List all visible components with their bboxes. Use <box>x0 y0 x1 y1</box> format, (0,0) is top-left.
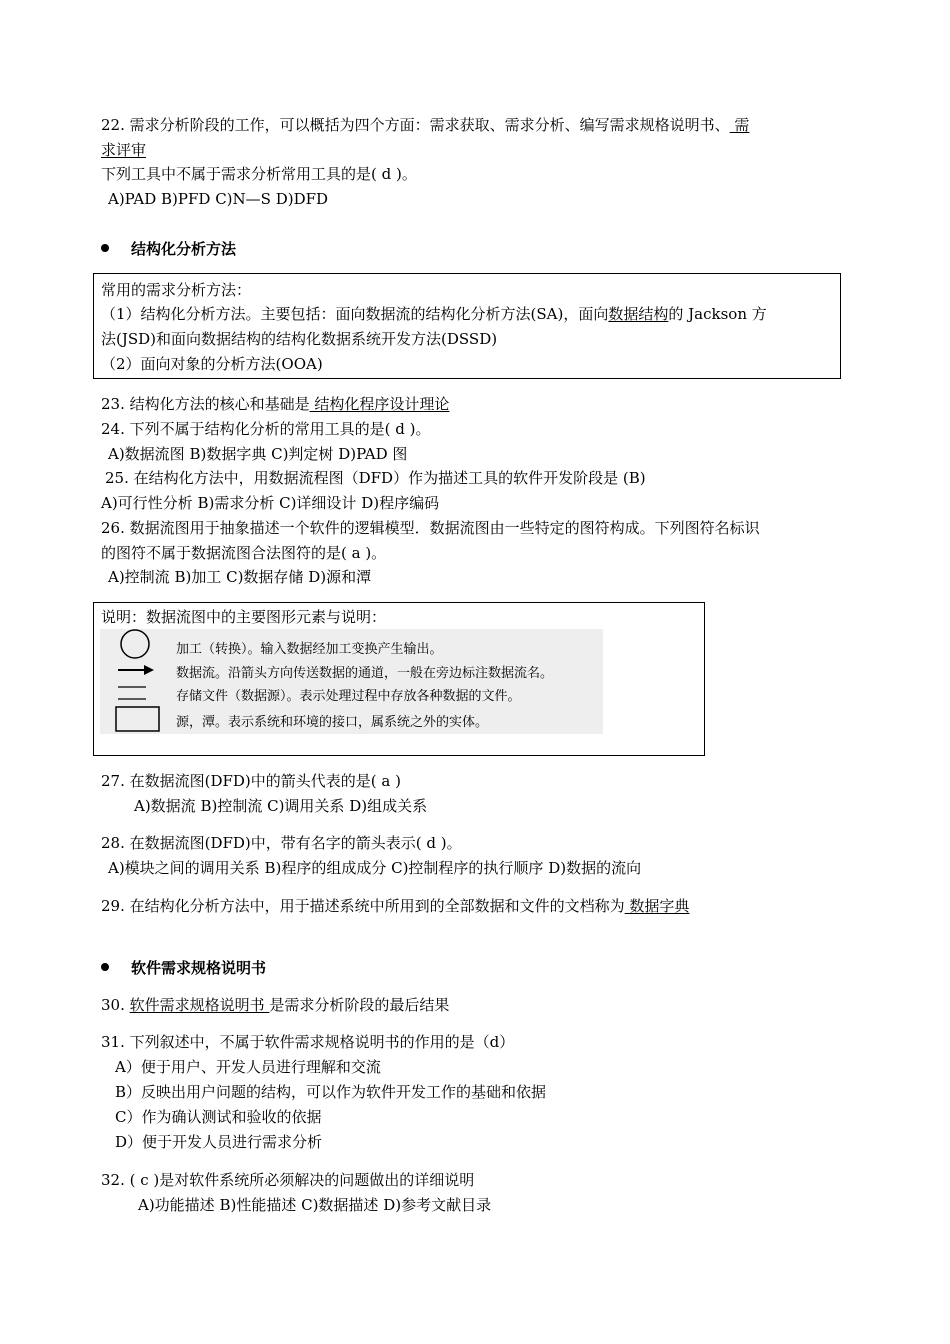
section-heading-srs <box>101 957 266 979</box>
dfd-legend-title: 说明：数据流图中的主要图形元素与说明： <box>101 608 387 626</box>
q28-options: A)模块之间的调用关系 B)程序的组成成分 C)控制程序的执行顺序 D)数据的流向 <box>108 859 642 877</box>
methods-text: （1）结构化分析方法。主要包括：面向数据流的结构化分析方法(SA)，面向 <box>101 305 609 323</box>
q25-options: A)可行性分析 B)需求分析 C)详细设计 D)程序编码 <box>101 494 440 512</box>
rectangle-icon <box>116 707 159 731</box>
q26-line1: 26. 数据流图用于抽象描述一个软件的逻辑模型．数据流图由一些特定的图符构成。下列图符名标识 <box>101 519 760 537</box>
q24-options: A)数据流图 B)数据字典 C)判定树 D)PAD 图 <box>108 445 408 463</box>
q22-options: A)PAD B)PFD C)N—S D)DFD <box>108 190 329 208</box>
q22-line2 <box>101 139 146 161</box>
q29-text: 29. 在结构化分析方法中，用于描述系统中所用到的全部数据和文件的文档称为 <box>101 897 625 915</box>
methods-box-heading: 常用的需求分析方法： <box>101 281 252 299</box>
methods-box-line4: （2）面向对象的分析方法(OOA) <box>101 355 323 373</box>
q23-answer: 结构化程序设计理论 <box>309 395 450 413</box>
methods-box-line3: 法(JSD)和面向数据结构的结构化数据系统开发方法(DSSD) <box>101 330 498 348</box>
q30-text: 是需求分析阶段的最后结果 <box>269 996 450 1014</box>
q27-options: A)数据流 B)控制流 C)调用关系 D)组成关系 <box>134 797 428 815</box>
q22-answer-part2: 求评审 <box>101 141 147 159</box>
legend-process: 加工（转换）。输入数据经加工变换产生输出。 <box>176 642 443 657</box>
q23-text: 23. 结构化方法的核心和基础是 <box>101 395 310 413</box>
bullet-icon <box>101 963 109 971</box>
methods-text-suffix: 的 Jackson 方 <box>668 305 767 323</box>
q24: 24. 下列不属于结构化分析的常用工具的是( d )。 <box>101 420 431 438</box>
circle-icon <box>121 630 149 658</box>
q31-option-c: C）作为确认测试和验收的依据 <box>115 1108 322 1126</box>
q26-options: A)控制流 B)加工 C)数据存储 D)源和潭 <box>108 568 372 586</box>
q32-options: A)功能描述 B)性能描述 C)数据描述 D)参考文献目录 <box>138 1196 492 1214</box>
section-title: 软件需求规格说明书 <box>131 959 267 977</box>
q31-option-b: B）反映出用户问题的结构，可以作为软件开发工作的基础和依据 <box>115 1083 547 1101</box>
q22-text: 22. 需求分析阶段的工作，可以概括为四个方面：需求获取、需求分析、编写需求规格说明书、 <box>101 116 730 134</box>
q30-answer: 软件需求规格说明书 <box>129 996 270 1014</box>
q25: 25. 在结构化方法中，用数据流程图（DFD）作为描述工具的软件开发阶段是 (B) <box>105 469 646 487</box>
q31: 31. 下列叙述中，不属于软件需求规格说明书的作用的是（d） <box>101 1033 515 1051</box>
q23 <box>101 393 449 415</box>
legend-data-flow: 数据流。沿箭头方向传送数据的通道，一般在旁边标注数据流名。 <box>176 666 554 681</box>
dfd-legend-image <box>100 629 603 734</box>
q31-option-a: A）便于用户、开发人员进行理解和交流 <box>115 1058 381 1076</box>
q26-line2: 的图符不属于数据流图合法图符的是( a )。 <box>101 544 387 562</box>
q28: 28. 在数据流图(DFD)中，带有名字的箭头表示( d )。 <box>101 834 462 852</box>
q32: 32. ( c )是对软件系统所必须解决的问题做出的详细说明 <box>101 1171 475 1189</box>
q22-subquestion: 下列工具中不属于需求分析常用工具的是( d )。 <box>101 165 417 183</box>
q31-option-d: D）便于开发人员进行需求分析 <box>115 1133 323 1151</box>
methods-box-line2 <box>101 303 767 325</box>
q22-answer-part1: 需 <box>729 116 750 134</box>
bullet-icon <box>101 244 109 252</box>
q22-line1 <box>101 114 749 136</box>
q30 <box>101 994 449 1016</box>
data-structure-term: 数据结构 <box>608 305 669 323</box>
section-heading-structured-analysis <box>101 238 236 260</box>
q29-answer: 数据字典 <box>624 897 690 915</box>
legend-source-sink: 源，潭。表示系统和环境的接口，属系统之外的实体。 <box>176 715 489 730</box>
q30-number: 30. <box>101 996 130 1014</box>
legend-data-store: 存储文件（数据源）。表示处理过程中存放各种数据的文件。 <box>176 689 521 704</box>
q27: 27. 在数据流图(DFD)中的箭头代表的是( a ) <box>101 772 401 790</box>
q29 <box>101 895 689 917</box>
section-title: 结构化分析方法 <box>131 240 237 258</box>
